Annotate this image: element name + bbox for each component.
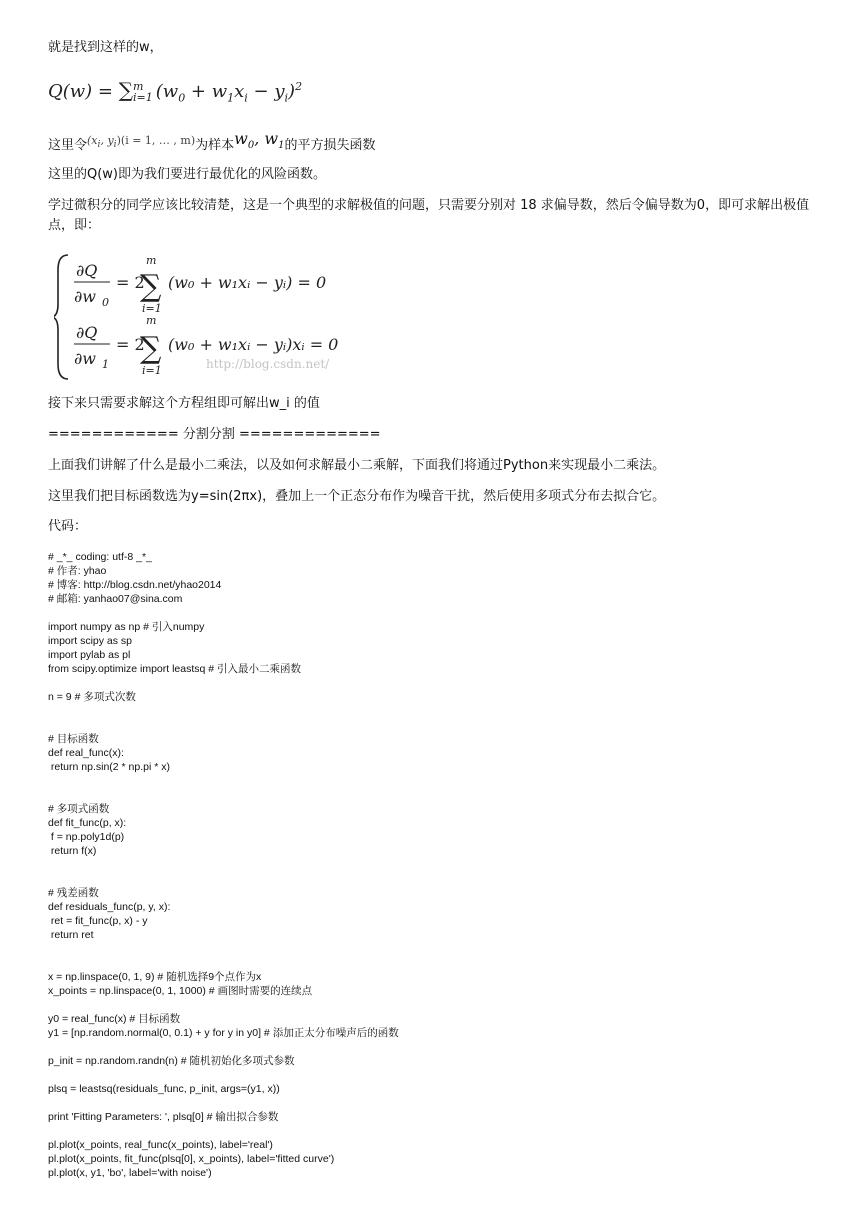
code-line: n = 9 # 多项式次数	[48, 691, 136, 703]
code-line	[48, 872, 399, 886]
eq-a-den-sub: 0	[102, 296, 109, 309]
eq-b-denominator: ∂w	[74, 349, 96, 368]
eq-a-sum-lower: i=1	[142, 302, 162, 315]
eq-b-sum-upper: m	[146, 314, 157, 327]
code-line: def real_func(x):	[48, 747, 124, 759]
sum-limits	[133, 81, 153, 103]
code-label: 代码：	[48, 519, 88, 534]
eq-yi-sub: i	[284, 91, 289, 105]
code-line	[48, 676, 399, 690]
code-line: # 邮箱: yanhao07@sina.com	[48, 593, 183, 605]
risk-line: 这里的Q(w)即为我们要进行最优化的风险函数。	[48, 167, 327, 182]
eq-a-sigma: ∑	[140, 269, 162, 304]
intro-line: 就是找到这样的w，	[48, 40, 163, 55]
eq-b-equals: = 2	[116, 335, 145, 354]
eq-b-body: (w₀ + w₁xᵢ − yᵢ)xᵢ = 0	[168, 335, 339, 354]
target-function-line: 这里我们把目标函数选为y=sin(2πx)，叠加上一个正态分布作为噪音干扰，然后使用多项式分布去拟合它。	[48, 489, 666, 504]
code-line: ret = fit_func(p, x) - y	[48, 915, 148, 927]
code-line	[48, 1124, 399, 1138]
sum-lower: i=1	[133, 91, 153, 104]
least-squares-intro: 上面我们讲解了什么是最小二乘法，以及如何求解最小二乘解，下面我们将通过Python来实现最小二乘法。	[48, 458, 666, 473]
eq-b-den-sub: 1	[102, 358, 109, 371]
code-line	[48, 606, 399, 620]
eq-a-body: (w₀ + w₁xᵢ − yᵢ) = 0	[168, 273, 327, 292]
sum-upper: m	[133, 80, 144, 93]
sample-open: (x	[87, 134, 98, 147]
code-line: x_points = np.linspace(0, 1, 1000) # 画图时需要的连续点	[48, 985, 313, 997]
code-line	[48, 1096, 399, 1110]
eq-b-sigma: ∑	[140, 331, 162, 366]
code-line	[48, 956, 399, 970]
let-prefix: 这里令	[48, 138, 88, 153]
code-line: import scipy as sp	[48, 635, 133, 647]
sample-i-sub: i	[97, 139, 101, 151]
partial-derivative-system	[54, 252, 394, 382]
code-line: return np.sin(2 * np.pi * x)	[48, 761, 170, 773]
eq-w1-sub: 1	[227, 91, 235, 105]
sample-i2-sub: i	[113, 139, 117, 151]
left-brace	[54, 255, 68, 379]
eq-x: x	[234, 81, 245, 102]
let-mid: 为样本	[195, 138, 235, 153]
code-line: # 目标函数	[48, 733, 99, 745]
sum-symbol: ∑	[118, 78, 134, 102]
w-symbol: w	[234, 129, 248, 148]
blog-watermark: http://blog.csdn.net/	[206, 357, 330, 371]
w-comma: , w	[254, 129, 279, 148]
eq-power: 2	[295, 80, 303, 93]
code-line: # 作者: yhao	[48, 565, 107, 577]
code-line	[48, 788, 399, 802]
code-line: # 多项式函数	[48, 803, 110, 815]
code-line: import numpy as np # 引入numpy	[48, 621, 205, 633]
w0-sub: 0	[247, 140, 255, 152]
code-line: y0 = real_func(x) # 目标函数	[48, 1013, 181, 1025]
code-line: import pylab as pl	[48, 649, 131, 661]
code-line: def fit_func(p, x):	[48, 817, 127, 829]
eq-a-denominator: ∂w	[74, 287, 96, 306]
code-block	[48, 550, 399, 1180]
code-line: f = np.poly1d(p)	[48, 831, 125, 843]
sample-notation	[87, 134, 196, 151]
eq-a-equals: = 2	[116, 273, 145, 292]
code-line: # 博客: http://blog.csdn.net/yhao2014	[48, 579, 222, 591]
eq-a-sum-upper: m	[146, 254, 157, 267]
code-line: return f(x)	[48, 845, 97, 857]
solve-line: 接下来只需要求解这个方程组即可解出w_i 的值	[48, 396, 320, 411]
eq-body-open: (w	[155, 81, 179, 102]
w1-sub: 1	[278, 140, 285, 152]
loss-function-equation	[48, 78, 302, 105]
eq-plus-w: + w	[185, 81, 228, 102]
sample-range: )(i = 1, … , m)	[116, 134, 196, 147]
code-line: return ret	[48, 929, 94, 941]
eq-a-numerator: ∂Q	[76, 261, 98, 280]
code-line: y1 = [np.random.normal(0, 0.1) + y for y in y0] # 添加正太分布噪声后的函数	[48, 1027, 399, 1039]
code-line	[48, 858, 399, 872]
eq-w0-sub: 0	[178, 91, 186, 105]
eq-xi-sub: i	[244, 91, 248, 105]
eq-b-sum-lower: i=1	[142, 364, 162, 377]
code-line: def residuals_func(p, y, x):	[48, 901, 171, 913]
code-line: from scipy.optimize import leastsq # 引入最小二乘函数	[48, 663, 302, 675]
code-line: pl.plot(x_points, fit_func(plsq[0], x_points), label='fitted curve')	[48, 1153, 335, 1165]
w0-w1-notation	[234, 129, 285, 152]
code-line: # 残差函数	[48, 887, 99, 899]
code-line	[48, 718, 399, 732]
let-line	[48, 129, 376, 161]
calculus-paragraph: 学过微积分的同学应该比较清楚，这是一个典型的求解极值的问题，只需要分别对 18 求偏导数，然后令偏导数为0，即可求解出极值点，即：	[48, 198, 810, 233]
code-line	[48, 942, 399, 956]
eq-close: )	[288, 81, 296, 102]
code-line: plsq = leastsq(residuals_func, p_init, args=(y1, x))	[48, 1083, 280, 1095]
code-line: x = np.linspace(0, 1, 9) # 随机选择9个点作为x	[48, 971, 262, 983]
code-line	[48, 1040, 399, 1054]
sample-mid: , y	[100, 134, 114, 147]
code-line: p_init = np.random.randn(n) # 随机初始化多项式参数	[48, 1055, 295, 1067]
code-line	[48, 704, 399, 718]
code-line: print 'Fitting Parameters: ', plsq[0] # 输出拟合参数	[48, 1111, 279, 1123]
code-line	[48, 1068, 399, 1082]
code-line: pl.plot(x, y1, 'bo', label='with noise')	[48, 1167, 212, 1179]
let-suffix: 的平方损失函数	[284, 138, 376, 153]
eq-lhs: Q(w) =	[48, 81, 119, 102]
code-line: pl.plot(x_points, real_func(x_points), label='real')	[48, 1139, 273, 1151]
code-line	[48, 998, 399, 1012]
eq-minus-y: − y	[247, 81, 285, 102]
eq-b-numerator: ∂Q	[76, 323, 98, 342]
code-line	[48, 774, 399, 788]
code-line: # _*_ coding: utf-8 _*_	[48, 551, 152, 563]
divider-line: ============ 分割分割 =============	[48, 427, 381, 442]
